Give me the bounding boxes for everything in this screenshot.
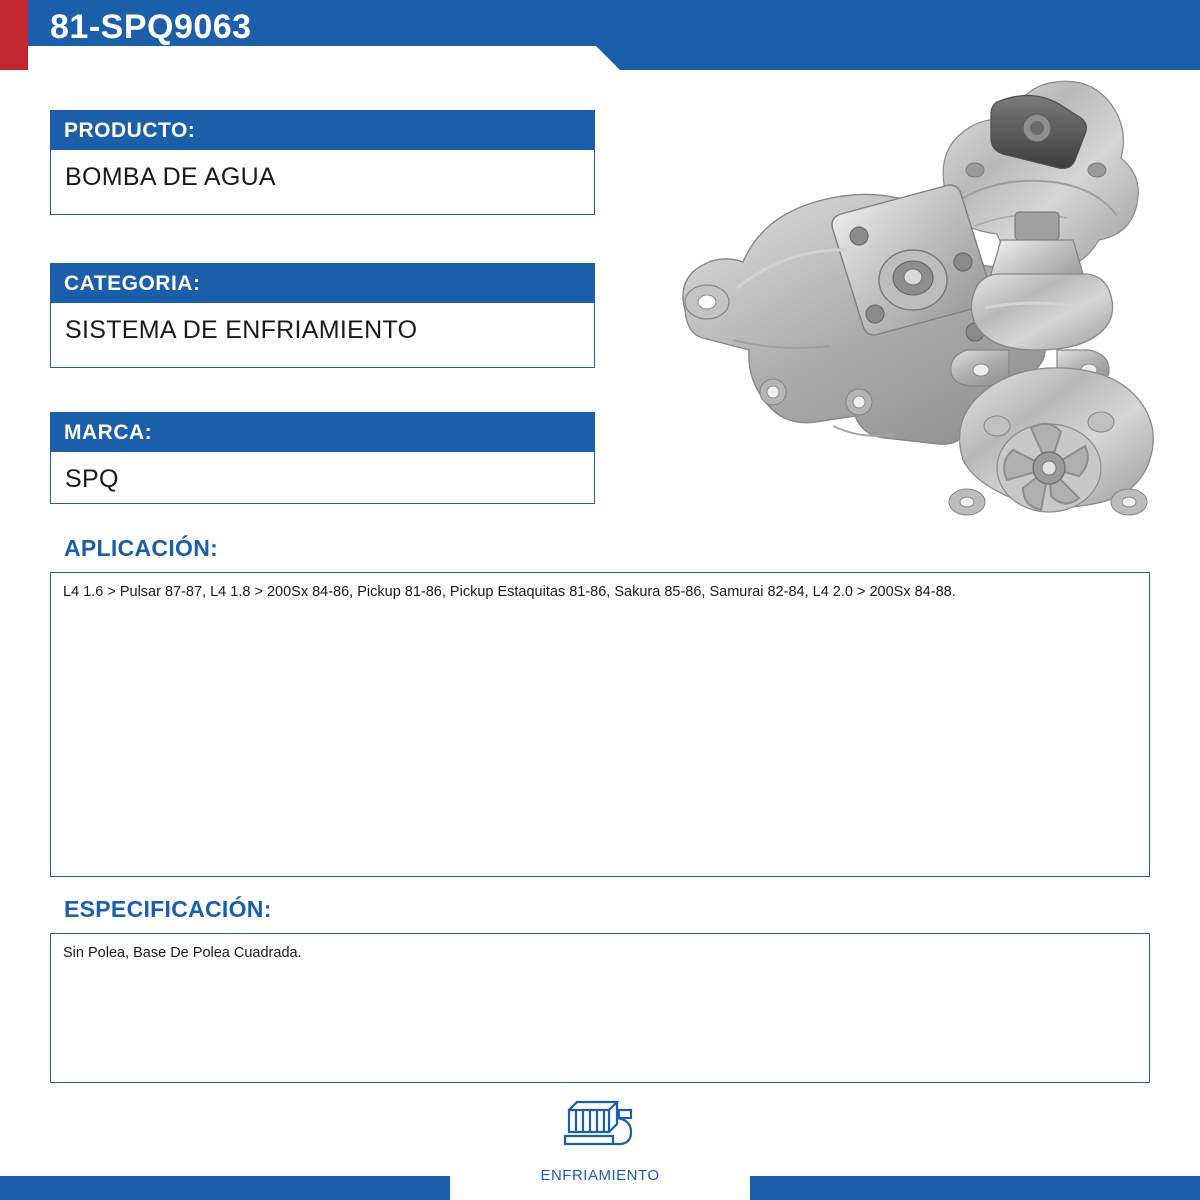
aplicacion-box [50, 572, 1150, 877]
footer-bar-right [750, 1176, 1200, 1200]
field-marca-value-box [50, 452, 595, 504]
especificacion-heading: ESPECIFICACIÓN: [64, 896, 272, 922]
radiator-icon [555, 1096, 645, 1158]
header-red-accent [0, 0, 28, 70]
aplicacion-heading: APLICACIÓN: [64, 535, 219, 561]
field-producto-label: PRODUCTO: [50, 110, 595, 150]
field-marca [50, 412, 595, 504]
page-title: 81-SPQ9063 [50, 8, 252, 46]
footer-bar-left [0, 1176, 450, 1200]
field-producto [50, 110, 595, 215]
especificacion-box [50, 933, 1150, 1083]
field-categoria-label: CATEGORIA: [50, 263, 595, 303]
field-marca-value: SPQ [65, 465, 119, 493]
field-categoria [50, 263, 595, 368]
product-image [645, 40, 1165, 520]
especificacion-text: Sin Polea, Base De Polea Cuadrada. [63, 945, 302, 961]
aplicacion-text: L4 1.6 > Pulsar 87-87, L4 1.8 > 200Sx 84-86, Pickup 81-86, Pickup Estaquitas 81-86, Sakura 85-86, Samurai 82-84, L4 2.0 > 200Sx 84-88. [63, 584, 956, 600]
field-producto-value-box [50, 150, 595, 215]
field-categoria-value: SISTEMA DE ENFRIAMIENTO [65, 316, 418, 344]
field-producto-value: BOMBA DE AGUA [65, 163, 276, 191]
footer-label: ENFRIAMIENTO [540, 1167, 660, 1184]
field-marca-label: MARCA: [50, 412, 595, 452]
field-categoria-value-box [50, 303, 595, 368]
